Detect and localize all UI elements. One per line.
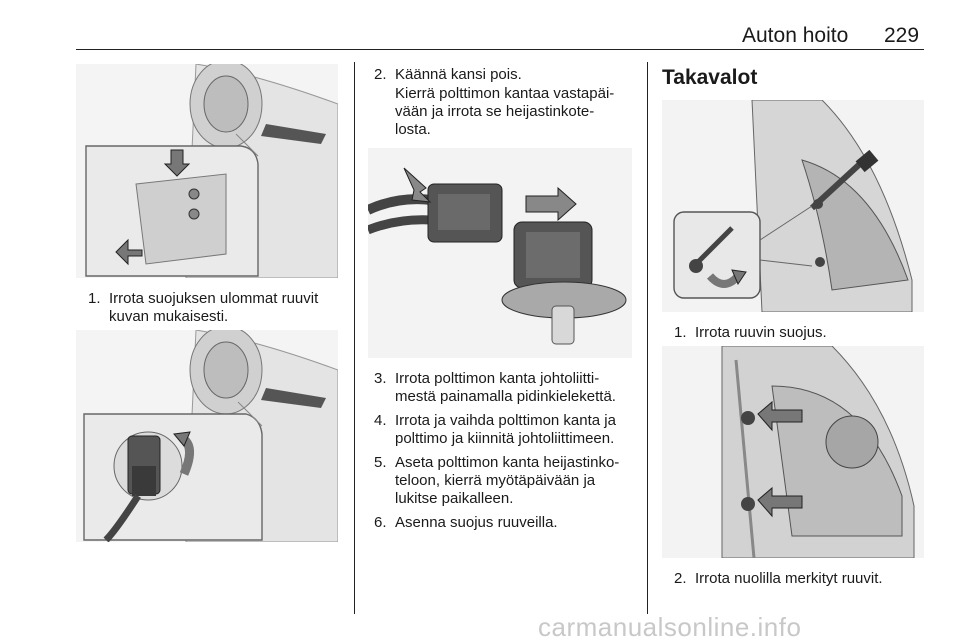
step-number: 2. bbox=[374, 66, 387, 83]
step-number: 1. bbox=[88, 290, 101, 307]
step-number: 3. bbox=[374, 370, 387, 387]
figure-bumper-screws bbox=[76, 64, 338, 278]
header-rule bbox=[76, 49, 924, 50]
step-text: Aseta polttimon kanta heijastinko- teloon, kierrä myötäpäivään ja lukitse paikalleen. bbox=[395, 454, 620, 507]
watermark: carmanualsonline.info bbox=[538, 612, 802, 642]
running-header-title: Auton hoito bbox=[742, 24, 849, 47]
step-text: Irrota polttimon kanta johtoliitti- mestä painamalla pidinkielekettä. bbox=[395, 370, 616, 405]
step-text: Käännä kansi pois. bbox=[395, 66, 522, 83]
column-divider-left bbox=[354, 62, 355, 614]
step-text: Irrota ruuvin suojus. bbox=[695, 324, 827, 341]
step-text: Irrota nuolilla merkityt ruuvit. bbox=[695, 570, 883, 587]
step-number: 4. bbox=[374, 412, 387, 429]
step-text: Asenna suojus ruuveilla. bbox=[395, 514, 558, 531]
step-text: Irrota suojuksen ulommat ruuvit kuvan mukaisesti. bbox=[109, 290, 319, 325]
middle-step-2-detail: Kierrä polttimon kantaa vastapäi- vään ja irrota se heijastinkote- losta. bbox=[395, 85, 615, 138]
step-number: 2. bbox=[674, 570, 687, 587]
figure-bulb-socket bbox=[368, 148, 632, 358]
figure-lamp-cover bbox=[76, 330, 338, 542]
figure-taillight-screws bbox=[662, 346, 924, 558]
step-number: 6. bbox=[374, 514, 387, 531]
section-title: Takavalot bbox=[662, 66, 758, 89]
column-divider-right bbox=[647, 62, 648, 614]
page-number: 229 bbox=[884, 24, 920, 47]
step-number: 5. bbox=[374, 454, 387, 471]
step-text: Irrota ja vaihda polttimon kanta ja polttimo ja kiinnitä johtoliittimeen. bbox=[395, 412, 616, 447]
figure-taillight-screw-cover bbox=[662, 100, 924, 312]
step-number: 1. bbox=[674, 324, 687, 341]
